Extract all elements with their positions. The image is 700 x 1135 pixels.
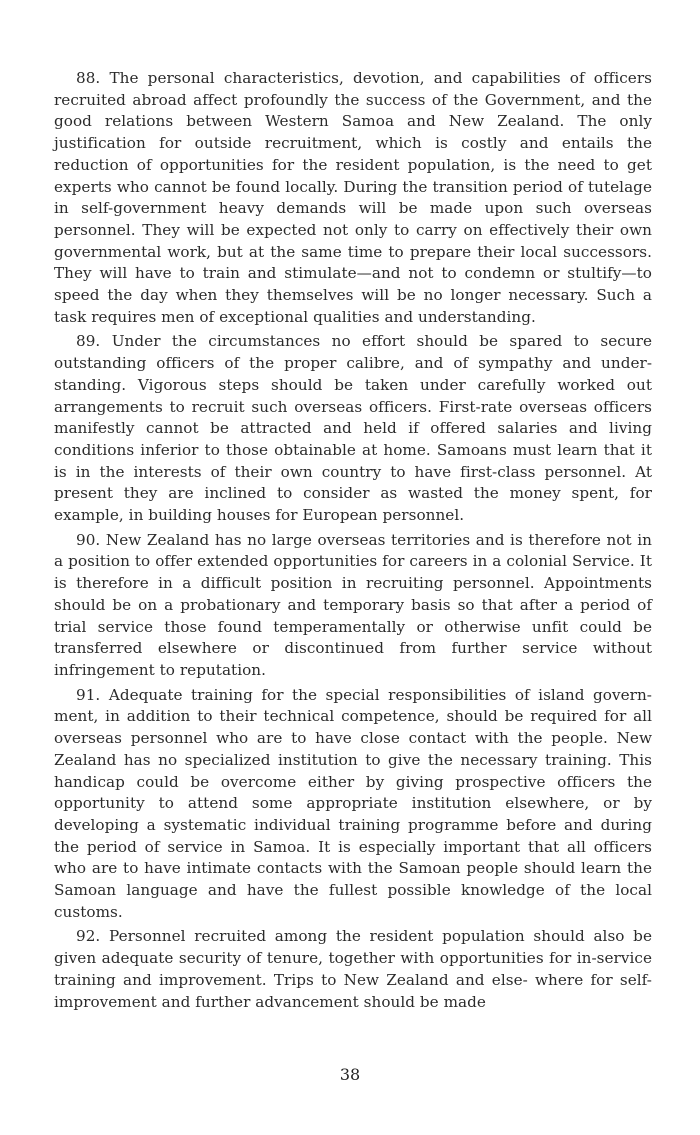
paragraph-number: 89. [76,332,101,351]
paragraph-number: 91. [76,685,101,704]
paragraph-91 [54,685,652,924]
paragraph-number: 90. [76,530,101,549]
paragraph-88 [54,68,652,328]
paragraph-text: New Zealand has no large overseas territories and is therefore not in a position to offer extended opportunities for careers in a colonial Service. It is therefore in a difficult position in recruiting personnel. Appointments should be on a probationary and temporary basis so that after a period of trial service those found temperamentally or otherwise unfit could be transferred elsewhere or discontinued from further service without infringement to reputation. [54,530,652,679]
paragraph-text: Under the circumstances no effort should be spared to secure outstanding officers of the proper calibre, and of sympathy and under- standing. Vigorous steps should be taken under carefully worked out arrangements to recruit such overseas officers. First-rate overseas officers manifestly cannot be attracted and held if offered salaries and living conditions inferior to those obtainable at home. Samoans must learn that it is in the interests of their own country to have first-class personnel. At present they are inclined to consider as wasted the money spent, for example, in building houses for European personnel. [54,332,652,525]
paragraph-text: Personnel recruited among the resident population should also be given adequate security of tenure, together with opportunities for in-service training and improvement. Trips to New Zealand and else- where for self-improvement and further advancement should be made [54,927,652,1011]
paragraph-text: Adequate training for the special responsibilities of island govern- ment, in addition to their technical competence, should be required for all overseas personnel who are to have close contact with the people. New Zealand has no specialized institution to give the necessary training. This handicap could be overcome either by giving prospective officers the opportunity to attend some appropriate institution elsewhere, or by developing a systematic individual training programme before and during the period of service in Samoa. It is especially important that all officers who are to have intimate contacts with the Samoan people should learn the Samoan language and have the fullest possible knowledge of the local customs. [54,685,652,921]
paragraph-89 [54,331,652,526]
page-number: 38 [339,1065,361,1084]
paragraph-number: 92. [76,927,101,946]
paragraph-92 [54,926,652,1013]
paragraph-90 [54,530,652,682]
document-body [54,68,652,1016]
paragraph-text: The personal characteristics, devotion, and capabilities of officers recruited abroad affect profoundly the success of the Government, and the good relations between Western Samoa and New Zealand. The only justification for outside recruitment, which is costly and entails the reduction of opportunities for the resident population, is the need to get experts who cannot be found locally. During the transition period of tutelage in self-government heavy demands will be made upon such overseas personnel. They will be expected not only to carry on effectively their own governmental work, but at the same time to prepare their local successors. They will have to train and stimulate—and not to condemn or stultify—to speed the day when they themselves will be no longer necessary. Such a task requires men of exceptional qualities and understanding. [54,69,652,326]
paragraph-number: 88. [76,69,101,87]
